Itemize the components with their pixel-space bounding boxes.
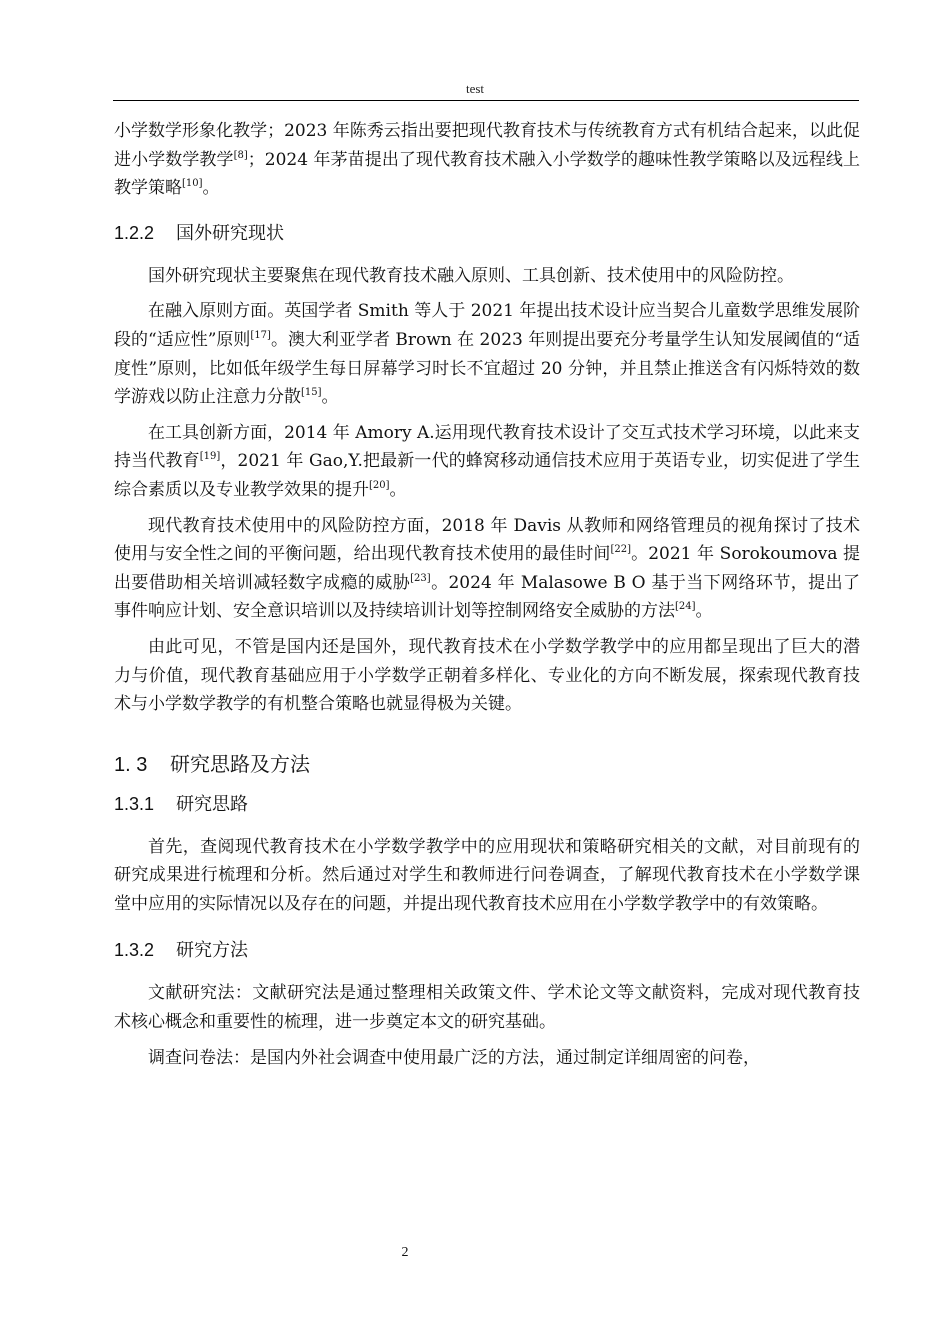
section-heading-1-2-2 — [114, 219, 860, 248]
text-run: 小学数学形象化教学；2023 年陈秀云指出要把现代教育技术与传统教育方式有机结合起来，以此促进小学数学教学 — [114, 121, 860, 170]
running-header: test — [465, 81, 485, 96]
paragraph-foreign-summary: 国外研究现状主要聚焦在现代教育技术融入原则、工具创新、技术使用中的风险防控。 — [148, 265, 794, 286]
paragraph-tool-innovation — [114, 419, 860, 505]
paragraph-literature-method: 文献研究法：文献研究法是通过整理相关政策文件、学术论文等文献资料，完成对现代教育技术核心概念和重要性的梳理，进一步奠定本文的研究基础。 — [114, 983, 860, 1033]
text-run: 在融入原则方面。英国学者 Smith 等人于 2021 年提出技术设计应当契合儿童数学思维发展阶段的“适应性”原则 — [114, 301, 860, 350]
citation: [24] — [675, 601, 696, 613]
paragraph-risk-control — [114, 512, 860, 626]
section-number: 1. 3 — [114, 753, 148, 776]
text-run: 。 — [695, 601, 713, 622]
citation: [17] — [250, 329, 271, 341]
citation: [19] — [199, 451, 221, 463]
section-heading-1-3 — [114, 749, 860, 780]
section-title: 研究方法 — [176, 940, 248, 962]
text-run: 。 — [202, 178, 220, 199]
page-number: 2 — [401, 1245, 409, 1260]
section-number: 1.3.2 — [114, 940, 155, 961]
section-number: 1.2.2 — [114, 222, 155, 243]
citation: [20] — [369, 479, 390, 491]
text-run: 现代教育技术使用中的风险防控方面，2018 年 Davis 从教师和网络管理员的视角探讨了技术使用与安全性之间的平衡问题，给出现代教育技术使用的最佳时间 — [114, 515, 860, 565]
text-run: ；2024 年茅苗提出了现代教育技术融入小学数学的趣味性教学策略以及远程线上教学策略 — [114, 149, 861, 199]
text-run: 。 — [389, 479, 407, 500]
citation: [22] — [610, 544, 631, 556]
citation: [15] — [301, 387, 322, 399]
text-run: 。 — [321, 387, 339, 408]
section-number: 1.3.1 — [114, 793, 155, 814]
paragraph-conclusion: 由此可见，不管是国内还是国外，现代教育技术在小学数学教学中的应用都呈现出了巨大的潜力与价值，现代教育基础应用于小学数学正朝着多样化、专业化的方向不断发展，探索现代教育技术与小学数学教学的有机整合策略也就显得极为关键。 — [114, 636, 860, 715]
text-run: 在工具创新方面，2014 年 Amory A.运用现代教育技术设计了交互式技术学习环境，以此来支持当代教育 — [114, 422, 860, 472]
section-title: 研究思路 — [176, 793, 248, 815]
citation: [10] — [182, 178, 203, 190]
text-run: 。2021 年 Sorokoumova 提出要借助相关培训减轻数字成瘾的威胁 — [114, 544, 861, 593]
paragraph-integration-principles — [114, 297, 860, 411]
text-run: 。澳大利亚学者 Brown 在 2023 年则提出要充分考量学生认知发展阈值的“适度性”原则，比如低年级学生每日屏幕学习时长不宜超过 20 分钟，并且禁止推送含有闪烁特效的数学游戏以防止注意力分散 — [114, 329, 860, 408]
section-title: 研究思路及方法 — [170, 751, 310, 776]
section-heading-1-3-2 — [114, 936, 860, 965]
paragraph-research-approach: 首先，查阅现代教育技术在小学数学教学中的应用现状和策略研究相关的文献，对目前现有的研究成果进行梳理和分析。然后通过对学生和教师进行问卷调查，了解现代教育技术在小学数学课堂中应用的实际情况以及存在的问题，并提出现代教育技术应用在小学数学教学中的有效策略。 — [114, 836, 860, 914]
text-run: 。2024 年 Malasowe B O 基于当下网络环节，提出了事件响应计划、安全意识培训以及持续培训计划等控制网络安全威胁的方法 — [114, 572, 861, 622]
paragraph-survey-method: 调查问卷法：是国内外社会调查中使用最广泛的方法，通过制定详细周密的问卷， — [148, 1047, 760, 1068]
text-run: ，2021 年 Gao,Y.把最新一代的蜂窝移动通信技术应用于英语专业，切实促进了学生综合素质以及专业教学效果的提升 — [114, 451, 861, 500]
section-title: 国外研究现状 — [176, 222, 284, 244]
citation: [23] — [410, 572, 431, 584]
paragraph-domestic-continued — [114, 117, 860, 203]
citation: [8] — [233, 149, 248, 161]
page-body — [114, 117, 860, 1072]
header-divider — [113, 100, 859, 101]
section-heading-1-3-1 — [114, 790, 860, 819]
